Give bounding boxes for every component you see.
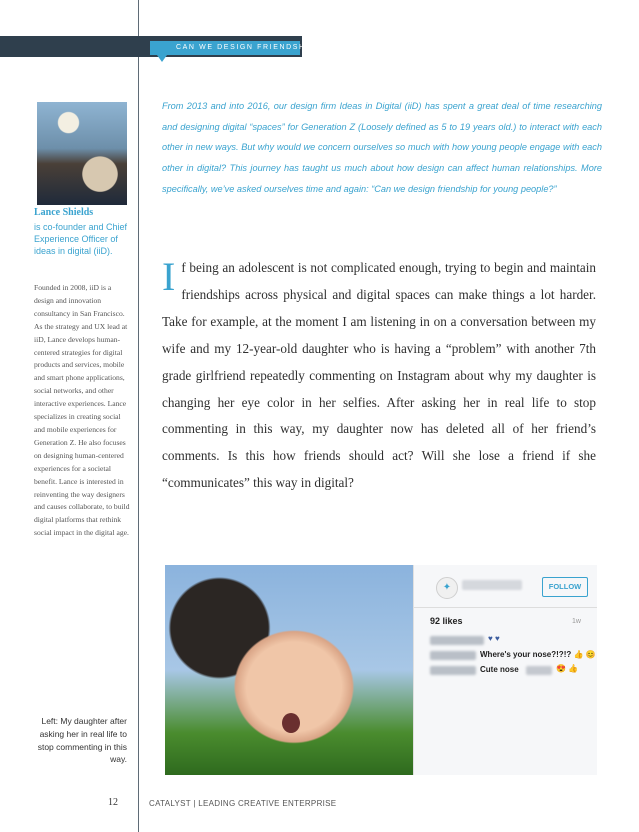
author-photo bbox=[37, 102, 127, 205]
post-time: 1w bbox=[572, 618, 581, 625]
emoji-icons: 😍 👍 bbox=[556, 664, 579, 673]
blurred-commenter-2 bbox=[430, 651, 476, 660]
follow-button: FOLLOW bbox=[542, 577, 588, 597]
column-divider bbox=[138, 0, 139, 832]
instagram-panel bbox=[413, 565, 597, 775]
photo-caption: Left: My daughter after asking her in real life to stop commenting in this way. bbox=[37, 716, 127, 765]
blurred-mention bbox=[526, 666, 552, 675]
running-footer: CATALYST | LEADING CREATIVE ENTERPRISE bbox=[149, 799, 337, 808]
body-paragraph bbox=[162, 255, 596, 497]
section-tab-pointer bbox=[157, 55, 167, 62]
page-number: 12 bbox=[108, 797, 118, 808]
heart-icons: ♥ ♥ bbox=[488, 634, 500, 643]
likes-count: 92 likes bbox=[430, 616, 463, 626]
comment-2-text: Where's your nose?!?!? 👍 😊 bbox=[480, 650, 596, 659]
comment-3-text: Cute nose bbox=[480, 665, 519, 674]
intro-paragraph: From 2013 and into 2016, our design firm Ideas in Digital (iiD) has spent a great deal of time researching and designing digital “spaces” for Generation Z (Loosely defined as 5 to 19 years old.) to interact with each other in new ways. But why would we concern ourselves so much with how young people engage with each other in digital? This journey has taught us much about how design can affect human relationships. More specifically, we’ve asked ourselves time and again: “Can we design friendship for young people?” bbox=[162, 101, 602, 194]
blurred-commenter-1 bbox=[430, 636, 484, 645]
selfie-mouth bbox=[282, 713, 300, 733]
author-bio: Founded in 2008, iiD is a design and innovation consultancy in San Francisco. As the strategy and UX lead at iiD, Lance develops human-centered strategies for digital products and services, mobile and smart phone applications, social networks, and other interactive experiences. Lance specializes in creating social and mobile experiences for Generation Z. He also focuses on designing human-centered experiences for a societal benefit. Lance is interested in reinventing the way designers and causes collaborate, to build digital platforms that rethink social impact in the digital age. bbox=[34, 283, 130, 538]
profile-avatar-icon: ✦ bbox=[436, 577, 458, 599]
author-name: Lance Shields bbox=[34, 207, 94, 218]
author-role: is co-founder and Chief Experience Officer of ideas in digital (iiD). bbox=[34, 222, 128, 257]
drop-cap: I bbox=[162, 254, 176, 299]
section-label: CAN WE DESIGN FRIENDSHIP? bbox=[150, 41, 300, 55]
body-text: f being an adolescent is not complicated enough, trying to begin and maintain friendships across physical and digital spaces can make things a lot harder. Take for example, at the moment I am listening in on a conversation between my wife and my 12-year-old daughter who is having a “problem” with another 7th grade girlfriend repeatedly commenting on Instagram about why my daughter is changing her eye color in her selfies. After asking her in real life to stop commenting in this way, my daughter now has deleted all of her friend’s comments. Is this how friends should act? Will she lose a friend if she “communicates” this way in digital? bbox=[162, 260, 596, 491]
selfie-image bbox=[165, 565, 413, 775]
instagram-divider bbox=[414, 607, 597, 608]
article-photo bbox=[165, 565, 597, 775]
blurred-username bbox=[462, 580, 522, 590]
blurred-commenter-3 bbox=[430, 666, 476, 675]
